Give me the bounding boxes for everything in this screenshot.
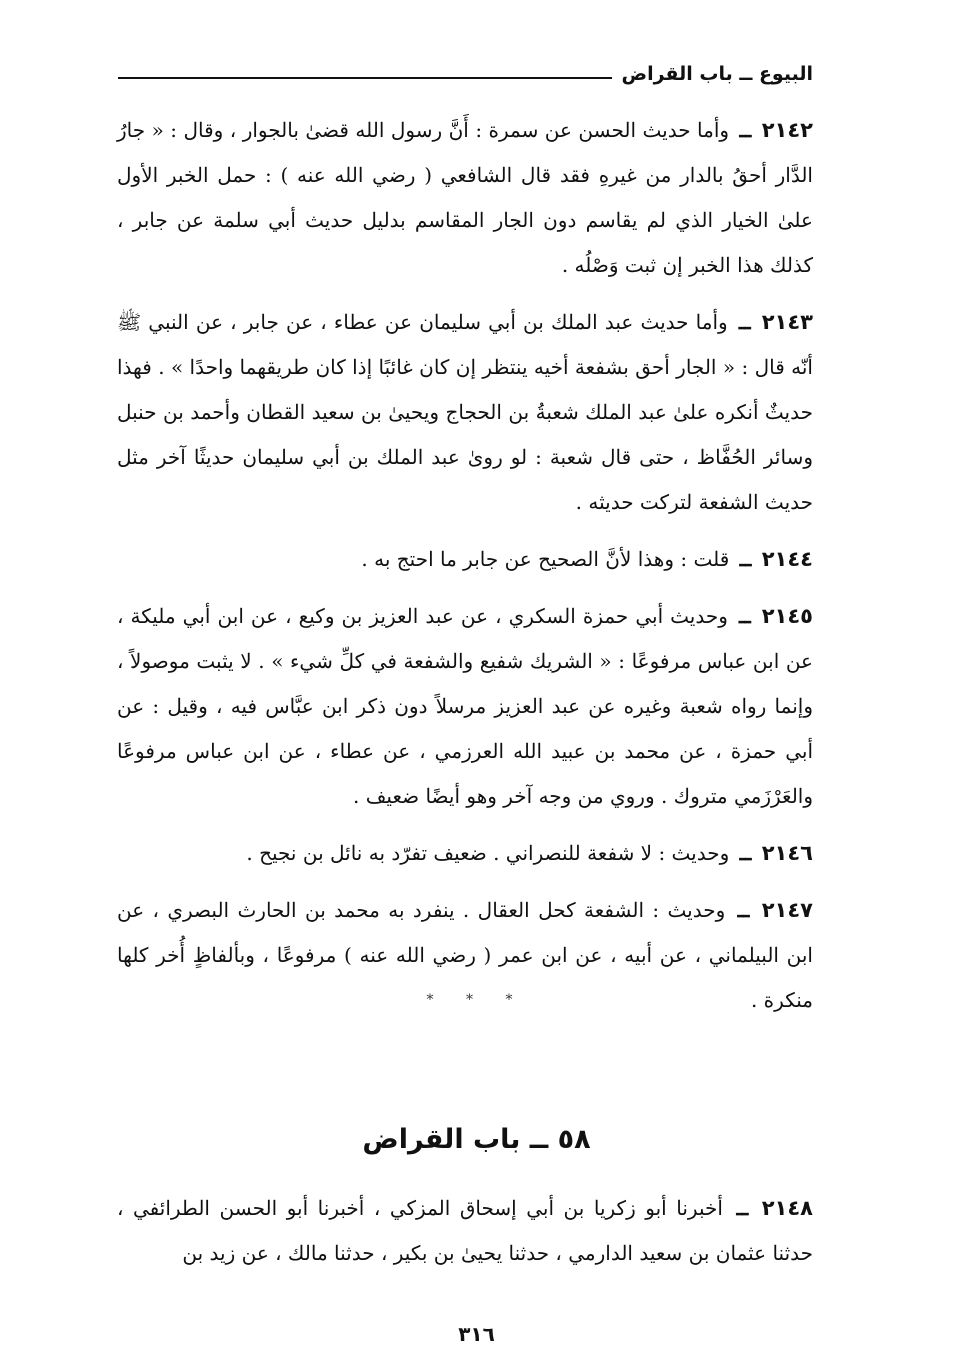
paragraph-number: ٢١٤٨ <box>761 1196 814 1220</box>
paragraph-number: ٢١٤٣ <box>761 310 814 334</box>
paragraph-dash: ــ <box>739 118 752 142</box>
running-title: البيوع ــ باب القراض <box>621 63 813 85</box>
paragraph-text: وحديث : لا شفعة للنصراني . ضعيف تفرّد به نائل بن نجيح . <box>246 841 730 865</box>
paragraph-number: ٢١٤٧ <box>761 898 814 922</box>
paragraph-text: وأما حديث الحسن عن سمرة : أَنَّ رسول الله قضىٰ بالجوار ، وقال : « جارُ الدَّار أحقُ بالدار من غيرهِ فقد قال الشافعي ( رضي الله عنه ) : حمل الخبر الأول علىٰ الخيار الذي لم يقاسم دون الجار المقاسم بدليل حديث أبي سلمة عن جابر ، كذلك هذا الخبر إن ثبت وَصْلُه . <box>117 118 813 277</box>
paragraph-2143 <box>117 300 813 525</box>
paragraph-text: قلت : وهذا لأنَّ الصحيح عن جابر ما احتج به . <box>361 547 730 571</box>
main-text <box>117 108 813 1035</box>
paragraph-number: ٢١٤٦ <box>761 841 813 865</box>
paragraph-text: أخبرنا أبو زكريا بن أبي إسحاق المزكي ، أخبرنا أبو الحسن الطرائفي ، حدثنا عثمان بن سعيد الدارمي ، حدثنا يحيىٰ بن بكير ، حدثنا مالك ، عن زيد بن <box>117 1196 813 1265</box>
chapter-text <box>117 1186 813 1288</box>
paragraph-dash: ــ <box>739 547 752 571</box>
paragraph-text: وحديث أبي حمزة السكري ، عن عبد العزيز بن وكيع ، عن ابن أبي مليكة ، عن ابن عباس مرفوعًا : « الشريك شفيع والشفعة في كلِّ شيء » . لا يثبت موصولاً ، وإنما رواه شعبة وغيره عن عبد العزيز مرسلاً دون ذكر ابن عبَّاس فيه ، وقيل : عن أبي حمزة ، عن محمد بن عبيد الله العرزمي ، عن عطاء ، عن ابن عباس مرفوعًا والعَرْزَمي متروك . وروي من وجه آخر وهو أيضًا ضعيف . <box>117 604 813 808</box>
paragraph-dash: ــ <box>738 310 751 334</box>
paragraph-dash: ــ <box>736 1196 749 1220</box>
section-separator: * * * <box>426 992 527 1008</box>
paragraph-text: وأما حديث عبد الملك بن أبي سليمان عن عطاء ، عن جابر ، عن النبي ﷺ أنّه قال : « الجار أحق بشفعة أخيه ينتظر إن كان غائبًا إذا كان طريقهما واحدًا » . فهذا حديثٌ أنكره علىٰ عبد الملك شعبةُ بن الحجاج ويحيىٰ بن سعيد القطان وأحمد بن حنبل وسائر الحُفَّاظ ، حتى قال شعبة : لو روىٰ عبد الملك بن أبي سليمان حديثًا آخر مثل حديث الشفعة لتركت حديثه . <box>117 310 813 514</box>
paragraph-dash: ــ <box>738 604 751 628</box>
paragraph-text: وحديث : الشفعة كحل العقال . ينفرد به محمد بن الحارث البصري ، عن ابن البيلماني ، عن أبيه ، عن ابن عمر ( رضي الله عنه ) مرفوعًا ، وبألفاظٍ أُخر كلها منكرة . <box>117 898 813 1012</box>
page-number: ٣١٦ <box>458 1322 495 1346</box>
paragraph-2148 <box>117 1186 813 1276</box>
paragraph-number: ٢١٤٤ <box>761 547 813 571</box>
paragraph-2144 <box>117 537 813 582</box>
chapter-heading: ٥٨ ــ باب القراض <box>362 1124 591 1155</box>
paragraph-2145 <box>117 594 813 819</box>
paragraph-dash: ــ <box>737 898 750 922</box>
paragraph-number: ٢١٤٢ <box>761 118 814 142</box>
header-rule <box>118 77 612 79</box>
paragraph-2146 <box>117 831 813 876</box>
running-header <box>118 54 813 94</box>
paragraph-dash: ــ <box>739 841 752 865</box>
paragraph-2142 <box>117 108 813 288</box>
paragraph-number: ٢١٤٥ <box>761 604 813 628</box>
